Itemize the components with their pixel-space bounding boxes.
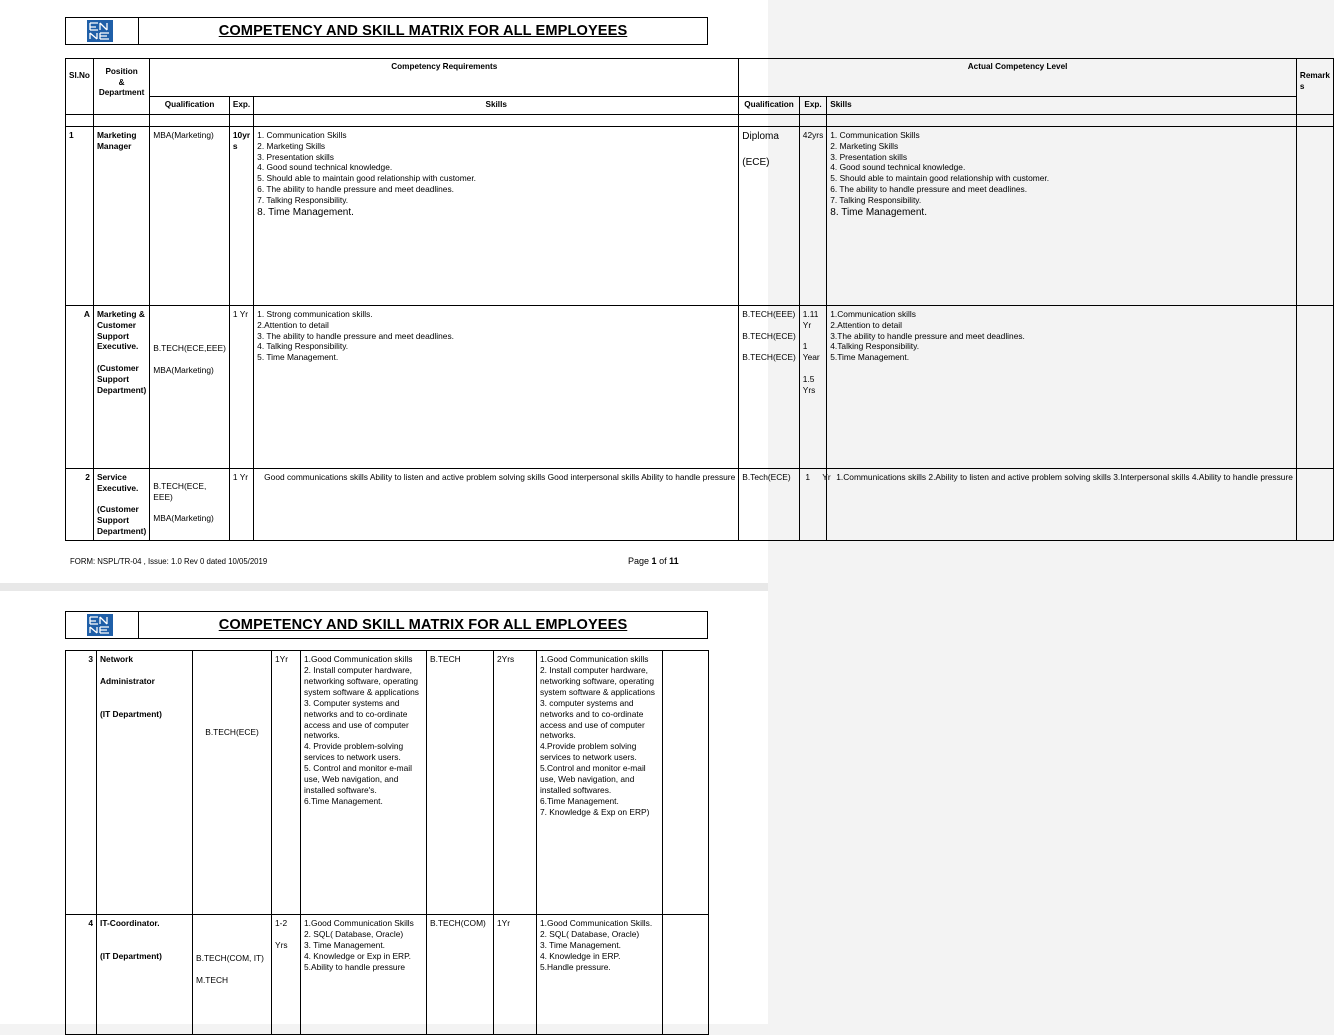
row-req-exp: 1-2 Yrs <box>272 915 301 1035</box>
row-act-skills: 1.Communications skills 2.Ability to listen and active problem solving skills 3.Interpersonal skills 4.Ability to handle pressure <box>827 468 1297 541</box>
header-position: Position & Department <box>93 59 149 115</box>
row-remarks <box>1296 126 1333 305</box>
footer-page-number: Page 1 of 11 <box>628 556 679 566</box>
row-act-exp: 1.11 Yr 1 Year 1.5 Yrs <box>799 305 826 468</box>
row-act-exp: 42yrs <box>799 126 826 305</box>
table-row <box>66 915 709 1035</box>
row-remarks <box>663 915 709 1035</box>
row-position: IT-Coordinator. (IT Department) <box>97 915 193 1035</box>
page-separator <box>0 583 768 591</box>
header-req-qualification: Qualification <box>150 97 230 115</box>
row-act-exp: 2Yrs <box>494 651 537 915</box>
table-row <box>66 651 709 915</box>
header-act-qualification: Qualification <box>739 97 800 115</box>
row-act-exp: 1Yr <box>494 915 537 1035</box>
document-title: COMPETENCY AND SKILL MATRIX FOR ALL EMPLOYEES <box>218 617 628 633</box>
row-act-skills: 1.Good Communication Skills. 2. SQL( Database, Oracle) 3. Time Management. 4. Knowledge in ERP. 5.Handle pressure. <box>537 915 663 1035</box>
row-act-skills: 1.Communication skills 2.Attention to detail 3.The ability to handle pressure and meet deadlines. 4.Talking Responsibility. 5.Time Management. <box>827 305 1297 468</box>
row-slno: A <box>66 305 94 468</box>
header-act-exp: Exp. <box>799 97 826 115</box>
row-act-qualification: Diploma (ECE) <box>739 126 800 305</box>
table-row <box>66 468 1334 541</box>
document-page-2 <box>0 591 768 1024</box>
row-req-exp: 1Yr <box>272 651 301 915</box>
header-actual-competency: Actual Competency Level <box>739 59 1297 97</box>
table-row <box>66 305 1334 468</box>
row-req-skills: 1.Good Communication Skills 2. SQL( Database, Oracle) 3. Time Management. 4. Knowledge or Exp in ERP. 5.Ability to handle pressure <box>301 915 427 1035</box>
row-req-skills: 1. Strong communication skills. 2.Attention to detail 3. The ability to handle pressure and meet deadlines. 4. Talking Responsibility. 5. Time Management. <box>254 305 739 468</box>
header-remarks: Remark s <box>1296 59 1333 115</box>
row-act-qualification: B.Tech(ECE) <box>739 468 800 541</box>
row-act-skills: 1.Good Communication skills 2. Install computer hardware, networking software, operating system software & applications 3. computer systems and networks and to co-ordinate access and use of computer networks. 4.Provide problem solving services to network users. 5.Control and monitor e-mail use, Web navigation, and installed softwares. 6.Time Management. 7. Knowledge & Exp on ERP) <box>537 651 663 915</box>
row-req-exp: 10yr s <box>229 126 253 305</box>
row-req-skills: Good communications skills Ability to listen and active problem solving skills Good interpersonal skills Ability to handle pressure <box>254 468 739 541</box>
row-slno: 2 <box>66 468 94 541</box>
header-req-exp: Exp. <box>229 97 253 115</box>
row-req-qualification: B.TECH(ECE, EEE) MBA(Marketing) <box>150 468 230 541</box>
page-header <box>65 611 708 639</box>
row-position: Service Executive. (Customer Support Department) <box>93 468 149 541</box>
row-act-exp: 1 Yr <box>799 468 826 541</box>
row-req-qualification: MBA(Marketing) <box>150 126 230 305</box>
row-position: Marketing Manager <box>93 126 149 305</box>
row-slno: 1 <box>66 126 94 305</box>
row-req-exp: 1 Yr <box>229 305 253 468</box>
row-remarks <box>663 651 709 915</box>
footer-form-reference: FORM: NSPL/TR-04 , Issue: 1.0 Rev 0 dated 10/05/2019 <box>70 557 268 566</box>
row-slno: 4 <box>66 915 97 1035</box>
row-act-qualification: B.TECH <box>427 651 494 915</box>
header-req-skills: Skills <box>254 97 739 115</box>
row-remarks <box>1296 468 1333 541</box>
row-req-qualification: B.TECH(ECE) <box>193 651 272 915</box>
company-logo-icon <box>87 614 113 636</box>
header-competency-requirements: Competency Requirements <box>150 59 739 97</box>
logo-cell <box>66 18 139 44</box>
row-act-skills: 1. Communication Skills 2. Marketing Skills 3. Presentation skills 4. Good sound technical knowledge. 5. Should able to maintain good relationship with customer. 6. The ability to handle pressure and meet deadlines. 7. Talking Responsibility. 8. Time Management. <box>827 126 1297 305</box>
competency-matrix-table <box>65 58 1334 541</box>
row-slno: 3 <box>66 651 97 915</box>
row-position: Network Administrator (IT Department) <box>97 651 193 915</box>
row-act-qualification: B.TECH(EEE) B.TECH(ECE) B.TECH(ECE) <box>739 305 800 468</box>
row-remarks <box>1296 305 1333 468</box>
document-title: COMPETENCY AND SKILL MATRIX FOR ALL EMPLOYEES <box>218 23 628 39</box>
header-slno: Sl.No <box>66 59 94 115</box>
row-req-skills: 1. Communication Skills 2. Marketing Skills 3. Presentation skills 4. Good sound technical knowledge. 5. Should able to maintain good relationship with customer. 6. The ability to handle pressure and meet deadlines. 7. Talking Responsibility. 8. Time Management. <box>254 126 739 305</box>
logo-cell <box>66 612 139 638</box>
row-req-qualification: B.TECH(COM, IT) M.TECH <box>193 915 272 1035</box>
competency-matrix-table-continued <box>65 650 709 1035</box>
header-act-skills: Skills <box>827 97 1297 115</box>
table-row <box>66 126 1334 305</box>
row-req-skills: 1.Good Communication skills 2. Install computer hardware, networking software, operating system software & applications 3. Computer systems and networks and to co-ordinate access and use of computer networks. 4. Provide problem-solving services to network users. 5. Control and monitor e-mail use, Web navigation, and installed software's. 6.Time Management. <box>301 651 427 915</box>
page-header <box>65 17 708 45</box>
row-act-qualification: B.TECH(COM) <box>427 915 494 1035</box>
row-req-exp: 1 Yr <box>229 468 253 541</box>
row-position: Marketing & Customer Support Executive. (Customer Support Department) <box>93 305 149 468</box>
row-req-qualification: B.TECH(ECE,EEE) MBA(Marketing) <box>150 305 230 468</box>
company-logo-icon <box>87 20 113 42</box>
